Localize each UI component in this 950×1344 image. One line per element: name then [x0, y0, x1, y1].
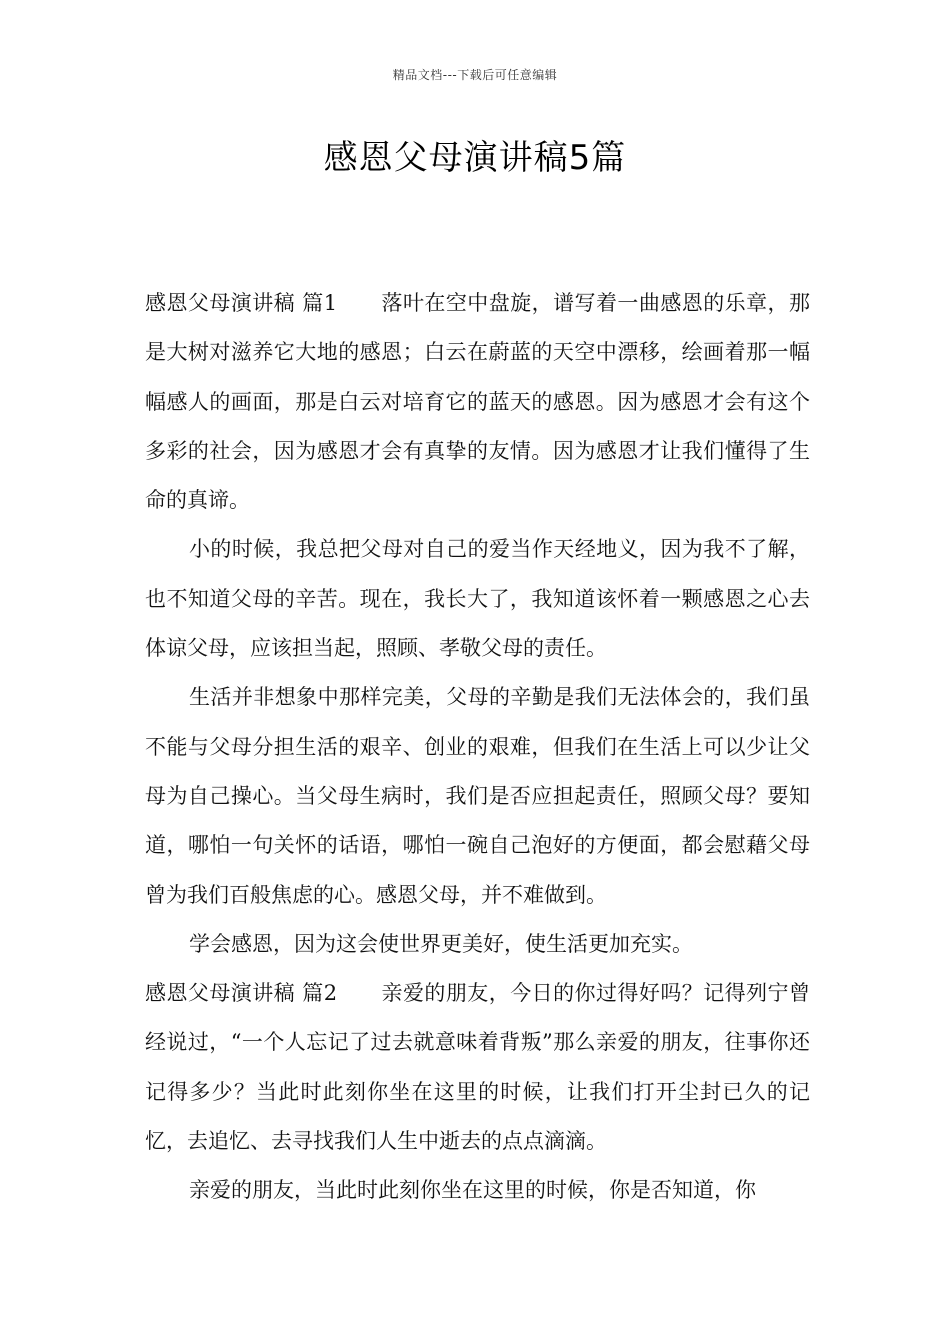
paragraph: 生活并非想象中那样完美，父母的辛勤是我们无法体会的，我们虽不能与父母分担生活的艰辛、创业的艰难，但我们在生活上可以少让父母为自己操心。当父母生病时，我们是否应担起责任，照顾父母？要知道，哪怕一句关怀的话语，哪怕一碗自己泡好的方便面，都会慰藉父母曾为我们百般焦虑的心。感恩父母，并不难做到。 — [145, 685, 810, 907]
paragraph-text: 落叶在空中盘旋，谱写着一曲感恩的乐章，那是大树对滋养它大地的感恩；白云在蔚蓝的天空中漂移，绘画着那一幅幅感人的画面，那是白云对培育它的蓝天的感恩。因为感恩才会有这个多彩的社会，因为感恩才会有真挚的友情。因为感恩才让我们懂得了生命的真谛。 — [145, 291, 810, 513]
paragraph: 亲爱的朋友，当此时此刻你坐在这里的时候，你是否知道，你 — [189, 1178, 756, 1203]
paragraph: 小的时候，我总把父母对自己的爱当作天经地义，因为我不了解，也不知道父母的辛苦。现在，我长大了，我知道该怀着一颗感恩之心去体谅父母，应该担当起，照顾、孝敬父母的责任。 — [145, 537, 810, 661]
paragraph-section-1-start — [145, 279, 810, 525]
paragraph-text: 亲爱的朋友，今日的你过得好吗？记得列宁曾经说过，“一个人忘记了过去就意味着背叛”那么亲爱的朋友，往事你还记得多少？当此时此刻你坐在这里的时候，让我们打开尘封已久的记忆，去追忆、去寻找我们人生中逝去的点点滴滴。 — [145, 981, 810, 1154]
paragraph-section-2-start — [145, 969, 810, 1166]
section-label-2: 感恩父母演讲稿 篇2 — [145, 981, 338, 1006]
header-note: 精品文档---下载后可任意编辑 — [392, 68, 558, 82]
section-label-1: 感恩父母演讲稿 篇1 — [145, 291, 338, 315]
paragraph: 学会感恩，因为这会使世界更美好，使生活更加充实。 — [189, 931, 693, 956]
document-body — [145, 279, 810, 1216]
document-title: 感恩父母演讲稿5篇 — [323, 138, 627, 178]
